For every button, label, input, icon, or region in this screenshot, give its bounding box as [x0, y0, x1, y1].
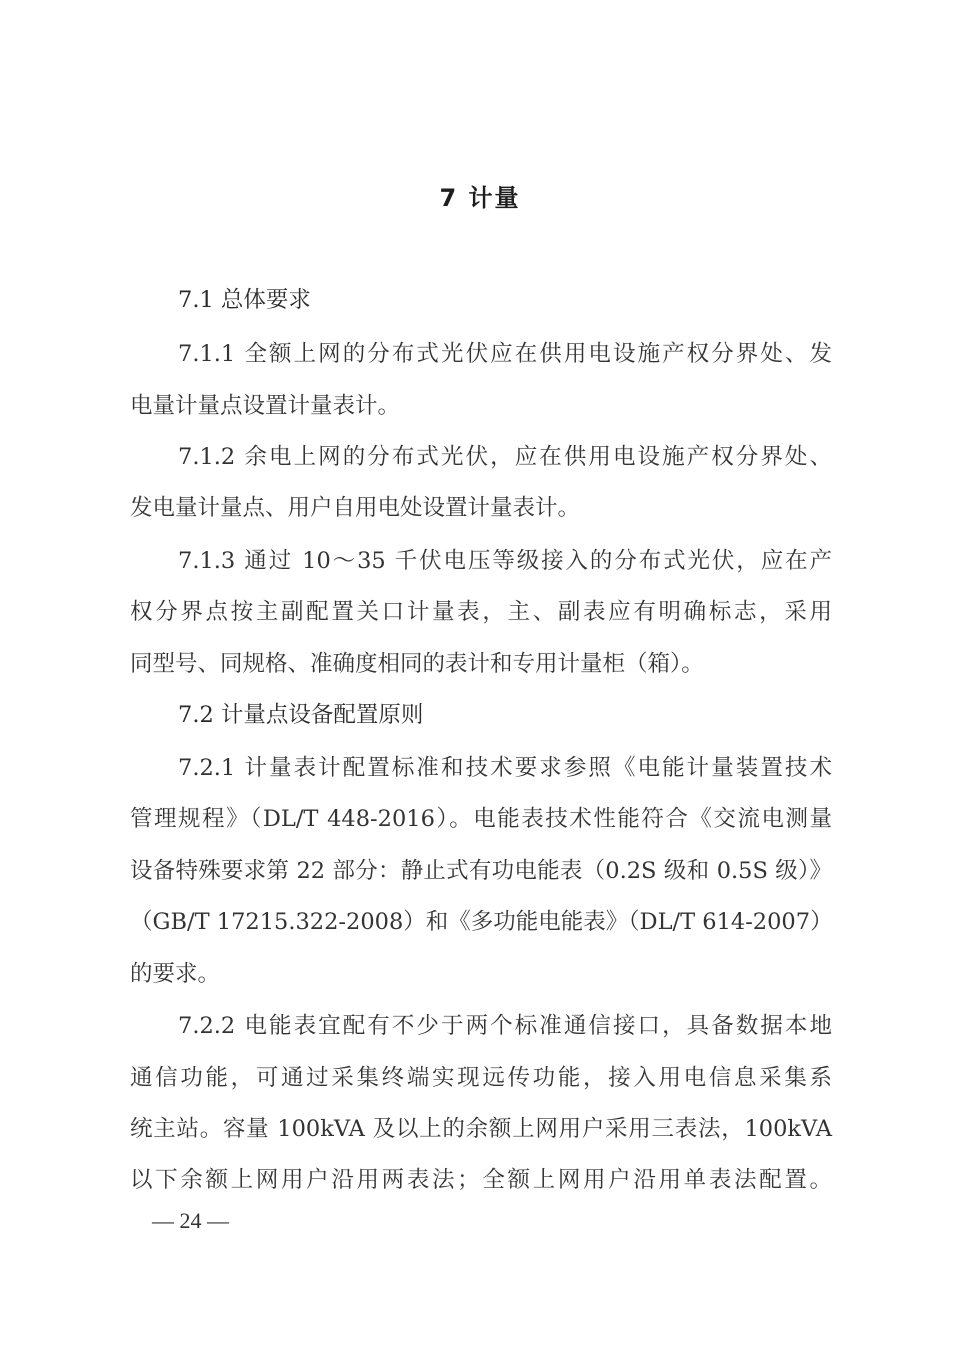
section-heading-7-1: 7.1 总体要求: [178, 287, 311, 313]
page-number: — 24 —: [152, 1208, 229, 1233]
chapter-title: 7 计量: [439, 184, 521, 212]
clause-7-1-3-line-2: 权分界点按主副配置关口计量表，主、副表应有明确标志，采用: [130, 599, 832, 625]
clause-7-1-2-line-2: 发电量计量点、用户自用电处设置计量表计。: [130, 495, 581, 521]
clause-7-1-1-line-1: 7.1.1 全额上网的分布式光伏应在供用电设施产权分界处、发: [178, 341, 832, 367]
clause-7-1-2-line-1: 7.1.2 余电上网的分布式光伏，应在供用电设施产权分界处、: [178, 444, 832, 470]
clause-7-2-2-line-2: 通信功能，可通过采集终端实现远传功能，接入用电信息采集系: [130, 1065, 832, 1091]
clause-7-2-2-line-3: 统主站。容量 100kVA 及以上的余额上网用户采用三表法，100kVA: [130, 1116, 832, 1142]
section-heading-7-2: 7.2 计量点设备配置原则: [178, 702, 424, 728]
clause-7-2-1-line-4: （GB/T 17215.322-2008）和《多功能电能表》（DL/T 614-2007）: [130, 909, 833, 935]
clause-7-2-1-line-3: 设备特殊要求第 22 部分：静止式有功电能表（0.2S 级和 0.5S 级）》: [130, 858, 832, 884]
clause-7-1-3-line-3: 同型号、同规格、准确度相同的表计和专用计量柜（箱）。: [130, 651, 704, 677]
clause-7-2-1-line-2: 管理规程》（DL/T 448-2016）。电能表技术性能符合《交流电测量: [130, 806, 832, 832]
clause-7-2-1-line-5: 的要求。: [130, 961, 221, 987]
clause-7-2-2-line-4: 以下余额上网用户沿用两表法；全额上网用户沿用单表法配置。: [130, 1167, 832, 1193]
clause-7-1-1-line-2: 电量计量点设置计量表计。: [130, 393, 401, 419]
clause-7-1-3-line-1: 7.1.3 通过 10～35 千伏电压等级接入的分布式光伏，应在产: [178, 548, 832, 574]
clause-7-2-1-line-1: 7.2.1 计量表计配置标准和技术要求参照《电能计量装置技术: [178, 755, 832, 781]
clause-7-2-2-line-1: 7.2.2 电能表宜配有不少于两个标准通信接口，具备数据本地: [178, 1013, 832, 1039]
